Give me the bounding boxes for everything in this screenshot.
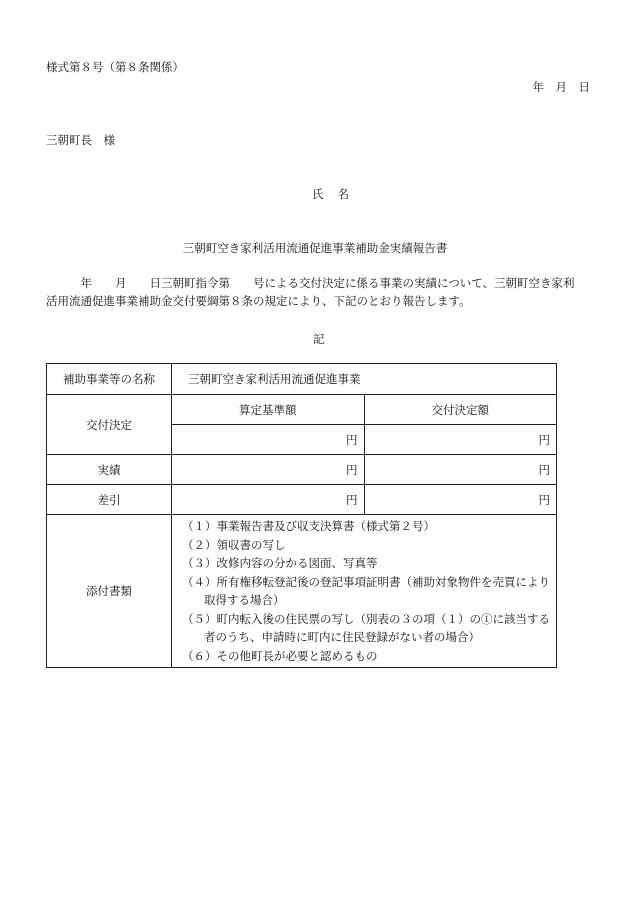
grant-decision-label: 交付決定	[47, 395, 172, 455]
results-calc-yen: 円	[172, 455, 365, 485]
table-row	[47, 455, 557, 485]
project-name-value: 三朝町空き家利活用流通促進事業	[172, 364, 557, 395]
table-row	[47, 485, 557, 515]
date-line: 年 月 日	[532, 80, 590, 94]
body-text: 年 月 日三朝町指令第 号による交付決定に係る事業の実績について、三朝町空き家利活用流通促進事業補助金交付要綱第８条の規定により、下記のとおり報告します。	[46, 276, 575, 308]
list-item: （２）領収書の写し	[182, 537, 286, 552]
list-item: （３）改修内容の分かる図面、写真等	[182, 556, 378, 570]
list-item: （５）町内転入後の住民票の写し（別表の３の項（１）の①に該当する者のうち、申請時に町内に住民登録がない者の場合）	[182, 611, 550, 644]
results-grant-yen: 円	[364, 455, 557, 485]
difference-label: 差引	[47, 485, 172, 515]
table-row	[47, 364, 557, 395]
ki-label: 記	[313, 332, 325, 346]
attachments-list	[178, 515, 550, 667]
table-row	[47, 395, 557, 425]
project-name-label: 補助事業等の名称	[47, 364, 172, 395]
calc-base-yen: 円	[172, 425, 365, 455]
form-number: 様式第８号（第８条関係）	[46, 60, 184, 74]
table-row	[47, 515, 557, 668]
grant-amount-header: 交付決定額	[364, 395, 557, 425]
list-item: （１）事業報告書及び収支決算書（様式第２号）	[182, 519, 435, 533]
results-label: 実績	[47, 455, 172, 485]
calc-base-header: 算定基準額	[172, 395, 365, 425]
attachments-label: 添付書類	[47, 515, 172, 668]
difference-calc-yen: 円	[172, 485, 365, 515]
attachments-cell	[172, 515, 557, 668]
list-item: （４）所有権移転登記後の登記事項証明書（補助対象物件を売買により取得する場合）	[182, 574, 550, 607]
addressee: 三朝町長 様	[46, 133, 115, 147]
grant-amount-yen: 円	[364, 425, 557, 455]
difference-grant-yen: 円	[364, 485, 557, 515]
list-item: （６）その他町長が必要と認めるもの	[182, 648, 378, 663]
document-title: 三朝町空き家利活用流通促進事業補助金実績報告書	[182, 241, 448, 255]
applicant-name-label: 氏名	[312, 187, 363, 201]
report-table	[46, 363, 557, 668]
